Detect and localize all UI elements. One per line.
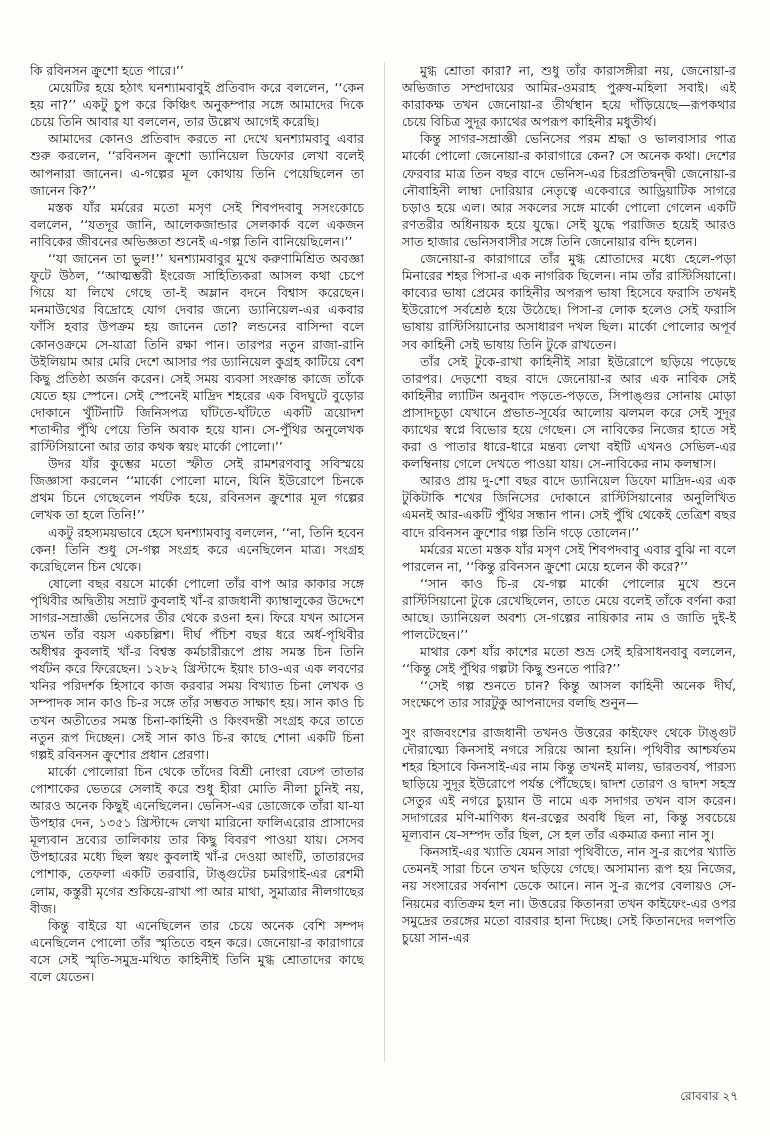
page-footer: রোববার ২৭ — [680, 1089, 738, 1103]
paragraph: মার্কো পোলোরা চিন থেকে তাঁদের বিশ্রী নোংরা বেঢপ তাতার পোশাকের ভেতরে সেলাই করে শুধু হীরা মোতি নীলা চুনিই নয়, আরও অনেক কিছুই এনেছিলেন। ভেনিস-এর ডোজেকে তাঁরা যা-যা উপহার দেন, ১৩৫১ খ্রিস্টাব্দে লেখা মারিনো ফালিএরোর প্রাসাদের মূল্যবান দ্রব্যের তালিকায় তার কিছু বিবরণ পাওয়া যায়। সেসব উপহারের মধ্যে ছিল স্বয়ং কুবলাই খাঁ-র দেওয়া আংটি, তাতারদের পোশাক, তেফলা একটি তরবারি, টাঙ্গুটের চমরিগাই-এর রেশমী লোম, কস্তুরী মৃগের শুকিয়ে-রাখা পা আর মাথা, সুমাত্রার নীলগাছের বীজ। — [30, 763, 364, 916]
paragraph: কি রবিনসন ক্রুশো হতে পারে।’’ — [30, 63, 184, 78]
paragraph: ‘‘সান কাও চি-র যে-গল্প মার্কো পোলোর মুখে শুনে রাস্টিসিয়ানো টুকে রেখেছিলেন, তাতে মেয়ে বলেই তাঁকে বর্ণনা করা আছে। ড্যানিয়েল অবশ্য সে-গল্পের নায়িকার নাম ও জাতি দুই-ই পালটেছেন।’’ — [402, 575, 736, 643]
paragraph: আমাদের কোনও প্রতিবাদ করতে না দেখে ঘনশ্যামবাবু এবার শুরু করলেন, ‘‘রবিনসন ক্রুশো ড্যানিয়েল ডিফোর লেখা বলেই আপনারা জানেন। এ-গল্পের মূল কোথায় তিনি পেয়েছিলেন তা জানেন কি?’’ — [30, 131, 364, 198]
paragraph: ‘‘যা জানেন তা ভুল!’’ ঘনশ্যামবাবুর মুখে করুণামিশ্রিত অবজ্ঞা ফুটে উঠল, ‘‘আত্মম্ভরী ইংরেজ সাহিত্যিকরা আসল কথা চেপে গিয়ে যা লিখে গেছে তা-ই অম্লান বদনে বিশ্বাস করেছেন। মনমাউথের বিদ্রোহে যোগ দেবার জন্যে ড্যানিয়েল-এর একবার ফাঁসি হবার উপক্রম হয় জানেন তো? লন্ডনের বাসিন্দা বলে কোনওক্রমে সে-যাত্রা তিনি রক্ষা পান। তারপর নতুন রাজা-রানি উইলিয়াম আর মেরি দেশে আসার পর ড্যানিয়েল কুগ্রহ কাটিয়ে বেশ কিছু প্রতিষ্ঠা অর্জন করেন। সেই সময় ব্যবসা সংক্রান্ত কাজে তাঁকে যেতে হয় স্পেনে। সেই স্পেনেই মাদ্রিদ শহরের এক বিদঘুটে বুড়োর দোকানে খুঁটিনাটি জিনিসপত্র ঘাঁটতে-ঘাঁটতে একটি ত্রয়োদশ শতাব্দীর পুঁথি পেয়ে তিনি অবাক হয়ে যান। সে-পুঁথির অনুলেখক রাস্টিসিয়ানো আর তার কথক স্বয়ং মার্কো পোলো।’’ — [30, 251, 364, 455]
paragraph: আরও প্রায় দু-শো বছর বাদে ড্যানিয়েল ডিফো মাদ্রিদ-এর এক টুকিটাকি শখের জিনিসের দোকানে রাস্টিসিয়ানোর অনুলিখিত এমনই আর-একটি পুঁথির সন্ধান পান। সেই পুঁথি থেকেই তেত্রিশ বছর বাদে রবিনসন ক্রুশোর গল্প তিনি গড়ে তোলেন।’’ — [402, 473, 736, 540]
paragraph: তাঁর সেই টুকে-রাখা কাহিনীই সারা ইউরোপে ছড়িয়ে পড়েছে তারপর। দেড়শো বছর বাদে জেনোয়া-র আর এক নাবিক সেই কাহিনীর ল্যাটিন অনুবাদ পড়তে-পড়তে, সিপাঙ্গুর সোনায় মোড়া প্রাসাদচূড়া যেখানে প্রভাত-সূর্যের আলোয় ঝলমল করে সেই সুদূর ক্যাথের স্বপ্নে বিভোর হয়ে গেছেন। সে নাবিকের নিজের হাতে সই করা ও পাতার ধারে-ধারে মন্তব্য লেখা বইটি এখনও সেভিল-এর কলম্বিনায় গেলে দেখতে পাওয়া যায়। সে-নাবিকের নাম কলম্বাস। — [402, 353, 736, 472]
paragraph: মাথার কেশ যাঁর কাশের মতো শুভ্র সেই হরিসাধনবাবু বললেন, ‘‘কিন্তু সেই পুঁথির গল্পটা কিছু শুনতে পারি?’’ — [402, 644, 736, 677]
left-column — [30, 62, 364, 1072]
column-divider — [384, 62, 385, 1062]
paragraph: একটু রহস্যময়ভাবে হেসে ঘনশ্যামবাবু বললেন, ‘‘না, তিনি হবেন কেন! তিনি শুধু সে-গল্প সংগ্রহ করে এনেছিলেন মাত্র। সংগ্রহ করেছিলেন চিন থেকে। — [30, 524, 364, 574]
paragraph: কিন্তু সাগর-সম্রাজ্ঞী ভেনিসের পরম শ্রদ্ধা ও ভালবাসার পাত্র মার্কো পোলো জেনোয়া-র কারাগারে কেন? সে অনেক কথা। দেশের ফেরবার মাত্র তিন বছর বাদে ভেনিস-এর চিরপ্রতিদ্বন্দ্বী জেনোয়া-র নৌবাহিনী লাম্বা দোরিয়ার নেতৃত্বে একেবারে আড্রিয়াটিক সাগরে চড়াও হয়ে এল। আর সকলের সঙ্গে মার্কো পোলো গেলেন একটি রণতরীর অধিনায়ক হয়ে যুদ্ধে। সেই যুদ্ধে পরাজিত হয়েই আরও সাত হাজার ভেনিসবাসীর সঙ্গে তিনি জেনোয়ার বন্দি হলেন। — [402, 131, 736, 249]
paragraph: জেনোয়া-র কারাগারে তাঁর মুগ্ধ শ্রোতাদের মধ্যে হেলে-পড়া মিনারের শহর পিসা-র এক নাগরিক ছিলেন। নাম তাঁর রাস্টিসিয়ানো। কাব্যের ভাষা প্রেমের কাহিনীর অপরূপ ভাষা হিসেবে ফরাসি তখনই ইউরোপে সর্বশ্রেষ্ঠ হয়ে উঠেছে। পিসা-র লোক হলেও সেই ফরাসি ভাষায় রাস্টিসিয়ানোর অসাধারণ দখল ছিল। মার্কো পোলোর অপূর্ব সব কাহিনী সেই ভাষায় তিনি টুকে রাখতেন। — [402, 251, 736, 352]
paragraph: মুগ্ধ শ্রোতা কারা? না, শুধু তাঁর কারাসঙ্গীরা নয়, জেনোয়া-র অভিজাত সম্প্রদায়ের আমির-ওমরাহ পুরুষ-মহিলা সবাই। এই কারাকক্ষ তখন জেনোয়া-র তীর্থস্থান হয়ে দাঁড়িয়েছে—রূপকথার চেয়ে বিচিত্র সুদূর ক্যাথের অপরূপ কাহিনীর মধুতীর্থ। — [402, 63, 736, 130]
paragraph: সুং রাজবংশের রাজধানী তখনও উত্তরের কাইফেং থেকে টাঙ্গুট দৌরাত্ম্যে কিনসাই নগরে সরিয়ে আনা হয়নি। পৃথিবীর আশ্চর্যতম শহর হিসাবে কিনসাই-এর নাম কিন্তু তখনই মালয়, ভারতবর্ষ, পারস্য ছাড়িয়ে সুদূর ইউরোপে পর্যন্ত পৌঁছেছে। দ্বাদশ তোরণ ও দ্বাদশ সহস্র সেতুর এই নগরে চ্যুয়ান উ নামে এক সদাগর তখন বাস করেন। সদাগরের মণি-মাণিক্য ধন-রত্নের অবধি ছিল না, কিন্তু সবচেয়ে মূল্যবান যে-সম্পদ তাঁর ছিল, সে হল তাঁর একমাত্র কন্যা নান সু। — [402, 724, 736, 843]
paragraph: কিন্তু বাইরে যা এনেছিলেন তার চেয়ে অনেক বেশি সম্পদ এনেছিলেন পোলো তাঁর স্মৃতিতে বহন করে। জেনোয়া-র কারাগারে বসে সেই স্মৃতি-সমুদ্র-মথিত কাহিনীই তিনি মুগ্ধ শ্রোতাদের কাছে বলে যেতেন। — [30, 917, 364, 984]
paragraph: মর্মরের মতো মস্তক যাঁর মসৃণ সেই শিবপদবাবু এবার বুঝি না বলে পারলেন না, ‘‘কিন্তু রবিনসন ক্রুশো মেয়ে হলেন কী করে?’’ — [402, 541, 736, 574]
paragraph: উদর যাঁর কুম্ভের মতো স্ফীত সেই রামশরণবাবু সবিস্ময়ে জিজ্ঞাসা করলেন ‘‘মার্কো পোলো মানে, যিনি ইউরোপে চিনকে প্রথম চিনে গেছেলেন পর্যটক হয়ে, রবিনসন ক্রুশোর মূল গল্পের লেখক তা হলে তিনি!’’ — [30, 456, 364, 523]
paragraph: মেয়েটির হয়ে হঠাৎ ঘনশ্যামবাবুই প্রতিবাদ করে বললেন, ‘‘কেন হয় না?’’ একটু চুপ করে কিঞ্চিৎ অনুকম্পার সঙ্গে আমাদের দিকে চেয়ে তিনি আবার যা বললেন, তার উল্লেখ আগেই করেছি। — [30, 80, 364, 130]
paragraph: কিনসাই-এর খ্যাতি যেমন সারা পৃথিবীতে, নান সু-র রূপের খ্যাতি তেমনই সারা চিনে তখন ছড়িয়ে গেছে। অসামান্য রূপ হয় নিজের, নয় সংসারের সর্বনাশ ডেকে আনে। নান সু-র রূপের বেলায়ও সে-নিয়মের ব্যতিক্রম হল না। উত্তরের কিতানরা তখন কাইফেং-এর ওপর সমুদ্রের তরঙ্গের মতো বারবার হানা দিচ্ছে। সেই কিতানদের দলপতি চুয়ো সান-এর — [402, 844, 736, 945]
paragraph: ষোলো বছর বয়সে মার্কো পোলো তাঁর বাপ আর কাকার সঙ্গে পৃথিবীর অদ্বিতীয় সম্রাট কুবলাই খাঁ-র রাজধানী ক্যাম্বালুকের উদ্দেশে সাগর-সম্রাজ্ঞী ভেনিসের তীর থেকে রওনা হন। ফিরে যখন আসেন তখন তাঁর বয়স একচল্লিশ। দীর্ঘ পঁচিশ বছর ধরে অর্ধ-পৃথিবীর অধীশ্বর কুবলাই খাঁ-র বিশ্বস্ত কর্মচারীরূপে প্রায় সমস্ত চিন তিনি পর্যটন করে ফিরেছেন। ১২৮২ খ্রিস্টাব্দে ইয়াং চাও-এর এক লবণের খনির পরিদর্শক হিসাবে কাজ করবার সময় বিখ্যাত চিনা লেখক ও সম্পাদক সান কাও চি-র সঙ্গে তাঁর সম্ভবত সাক্ষাৎ হয়। সান কাও চি তখন অতীতের সমস্ত চিনা-কাহিনী ও কিংবদন্তী সংগ্রহ করে তাতে নতুন রূপ দিচ্ছেন। সেই সান কাও চি-র কাছে শোনা একটি চিনা গল্পই রবিনসন ক্রুশোর প্রধান প্রেরণা। — [30, 575, 364, 762]
paragraph: ‘‘সেই গল্প শুনতে চান? কিন্তু আসল কাহিনী অনেক দীর্ঘ, সংক্ষেপে তার সারটুকু আপনাদের বলছি শুনুন— — [402, 678, 736, 711]
paragraph: মস্তক যাঁর মর্মরের মতো মসৃণ সেই শিবপদবাবু সসংকোচে বললেন, ‘‘যতদূর জানি, আলেকজান্ডার সেলকার্ক বলে একজন নাবিকের জীবনের অভিজ্ঞতা শুনেই এ-গল্প তিনি বানিয়েছিলেন।’’ — [30, 199, 364, 249]
right-column — [402, 62, 736, 1072]
